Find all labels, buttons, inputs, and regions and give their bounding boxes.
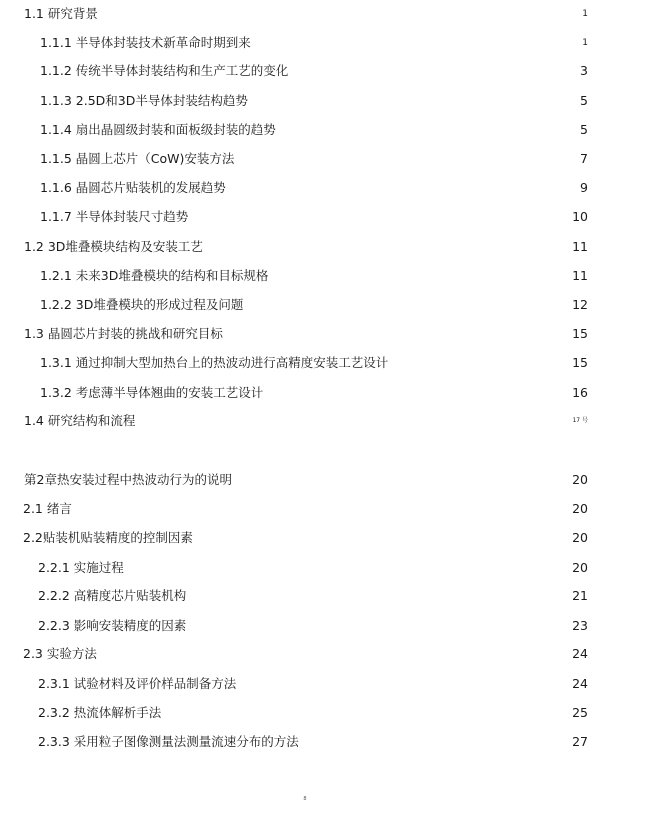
toc-entry bbox=[0, 527, 664, 549]
toc-entry-page: 9 bbox=[580, 180, 588, 195]
page-footer-mark: 8 bbox=[303, 796, 307, 802]
toc-entry-title: 2.3.1 试验材料及评价样品制备方法 bbox=[38, 676, 237, 691]
toc-entry-title: 1.1.3 2.5D和3D半导体封装结构趋势 bbox=[40, 93, 248, 108]
toc-entry-title: 2.2.3 影响安装精度的因素 bbox=[38, 618, 187, 633]
toc-entry-title: 1.1.6 晶圆芯片贴装机的发展趋势 bbox=[40, 180, 226, 195]
toc-entry bbox=[0, 265, 664, 287]
toc-entry-page: 25 bbox=[572, 705, 588, 720]
toc-entry bbox=[0, 32, 664, 54]
toc-entry bbox=[0, 148, 664, 170]
toc-entry bbox=[0, 673, 664, 695]
toc-entry-title: 2.2.1 实施过程 bbox=[38, 560, 124, 575]
toc-entry-title: 1.1.4 扇出晶圆级封装和面板级封装的趋势 bbox=[40, 122, 276, 137]
toc-entry-page: 11 bbox=[572, 239, 588, 254]
toc-entry-title: 1.1.2 传统半导体封装结构和生产工艺的变化 bbox=[40, 63, 289, 78]
toc-entry-title: 1.4 研究结构和流程 bbox=[24, 413, 136, 428]
toc-entry-page: 20 bbox=[572, 530, 588, 545]
toc-entry bbox=[0, 615, 664, 637]
toc-entry bbox=[0, 294, 664, 316]
toc-entry-page: 10 bbox=[572, 209, 588, 224]
toc-entry-title: 1.3.2 考虑薄半导体翘曲的安装工艺设计 bbox=[40, 385, 264, 400]
toc-entry-page: 17 号 bbox=[572, 417, 588, 424]
toc-entry-page: 21 bbox=[572, 588, 588, 603]
toc-entry-page: 7 bbox=[580, 151, 588, 166]
toc-entry-page: 24 bbox=[572, 676, 588, 691]
toc-entry-page: 1 bbox=[582, 38, 588, 48]
toc-entry-title: 1.3.1 通过抑制大型加热台上的热波动进行高精度安装工艺设计 bbox=[40, 355, 389, 370]
toc-entry-title: 第2章热安装过程中热波动行为的说明 bbox=[24, 472, 232, 487]
toc-entry-title: 1.1.1 半导体封装技术新革命时期到来 bbox=[40, 35, 251, 50]
toc-entry-page: 23 bbox=[572, 618, 588, 633]
toc-entry bbox=[0, 119, 664, 141]
toc-entry-page: 15 bbox=[572, 326, 588, 341]
toc-entry-title: 1.2 3D堆叠模块结构及安装工艺 bbox=[24, 239, 203, 254]
toc-entry-title: 2.3 实验方法 bbox=[23, 646, 97, 661]
toc-entry bbox=[0, 498, 664, 520]
toc-entry bbox=[0, 410, 664, 432]
toc-entry bbox=[0, 206, 664, 228]
toc-entry-page: 1 bbox=[582, 9, 588, 19]
toc-entry-page: 5 bbox=[580, 93, 588, 108]
toc-entry bbox=[0, 643, 664, 665]
toc-entry-title: 1.1.5 晶圆上芯片（CoW)安装方法 bbox=[40, 151, 235, 166]
toc-entry bbox=[0, 469, 664, 491]
toc-entry-page: 24 bbox=[572, 646, 588, 661]
toc-entry-page: 5 bbox=[580, 122, 588, 137]
toc-entry-title: 1.1 研究背景 bbox=[24, 6, 98, 21]
toc-entry-title: 1.2.1 未来3D堆叠模块的结构和目标规格 bbox=[40, 268, 269, 283]
toc-entry-page: 16 bbox=[572, 385, 588, 400]
toc-entry-title: 1.1.7 半导体封装尺寸趋势 bbox=[40, 209, 189, 224]
toc-entry bbox=[0, 702, 664, 724]
toc-entry bbox=[0, 177, 664, 199]
toc-entry bbox=[0, 3, 664, 25]
toc-entry bbox=[0, 557, 664, 579]
toc-entry-page: 20 bbox=[572, 472, 588, 487]
toc-entry bbox=[0, 731, 664, 753]
toc-entry bbox=[0, 236, 664, 258]
toc-entry-page: 3 bbox=[580, 63, 588, 78]
toc-entry bbox=[0, 382, 664, 404]
toc-entry bbox=[0, 323, 664, 345]
toc-entry-title: 1.3 晶圆芯片封装的挑战和研究目标 bbox=[24, 326, 223, 341]
toc-entry-title: 2.1 绪言 bbox=[23, 501, 72, 516]
toc-entry-page: 27 bbox=[572, 734, 588, 749]
toc-entry-page: 20 bbox=[572, 560, 588, 575]
toc-entry-title: 2.2贴装机贴装精度的控制因素 bbox=[23, 530, 193, 545]
toc-entry bbox=[0, 585, 664, 607]
toc-entry bbox=[0, 60, 664, 82]
toc-entry-page: 12 bbox=[572, 297, 588, 312]
toc-entry-page: 15 bbox=[572, 355, 588, 370]
toc-entry bbox=[0, 90, 664, 112]
toc-entry-title: 1.2.2 3D堆叠模块的形成过程及问题 bbox=[40, 297, 244, 312]
toc-entry bbox=[0, 352, 664, 374]
toc-entry-page: 20 bbox=[572, 501, 588, 516]
toc-entry-page: 11 bbox=[572, 268, 588, 283]
toc-entry-title: 2.2.2 高精度芯片贴装机构 bbox=[38, 588, 187, 603]
toc-entry-title: 2.3.3 采用粒子图像测量法测量流速分布的方法 bbox=[38, 734, 299, 749]
toc-entry-title: 2.3.2 热流体解析手法 bbox=[38, 705, 162, 720]
